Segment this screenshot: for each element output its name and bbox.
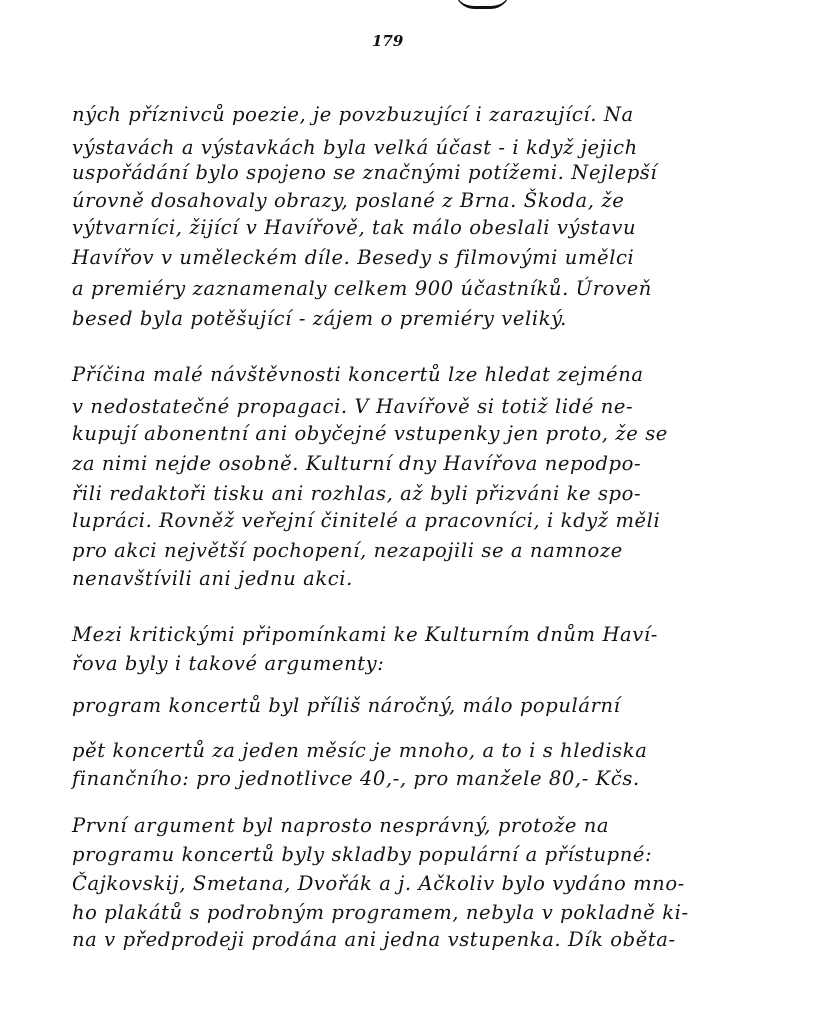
text-line: nenavštívili ani jednu akci. [72, 567, 353, 590]
text-line: a premiéry zaznamenaly celkem 900 účastníků. Úroveň [72, 277, 652, 300]
text-line: kupují abonentní ani obyčejné vstupenky jen proto, že se [72, 422, 668, 445]
scan-mark [455, 0, 510, 9]
text-line: finančního: pro jednotlivce 40,-, pro manžele 80,- Kčs. [72, 767, 640, 790]
text-line: uspořádání bylo spojeno se značnými potížemi. Nejlepší [72, 161, 658, 184]
text-line: První argument byl naprosto nesprávný, protože na [72, 814, 610, 837]
text-line: program koncertů byl příliš náročný, málo populární [72, 694, 621, 717]
text-line: řili redaktoři tisku ani rozhlas, až byli přizváni ke spo- [72, 482, 642, 505]
text-line: ho plakátů s podrobným programem, nebyla v pokladně ki- [72, 901, 689, 924]
text-line: Mezi kritickými připomínkami ke Kulturním dnům Haví- [72, 623, 658, 646]
text-line: pět koncertů za jeden měsíc je mnoho, a to i s hlediska [72, 739, 648, 762]
text-line: řova byly i takové argumenty: [72, 652, 385, 675]
text-line: v nedostatečné propagaci. V Havířově si totiž lidé ne- [72, 395, 634, 418]
text-line: Havířov v uměleckém díle. Besedy s filmovými umělci [72, 246, 635, 269]
text-line: Příčina malé návštěvnosti koncertů lze hledat zejména [72, 363, 644, 386]
text-line: výstavách a výstavkách byla velká účast - i když jejich [72, 136, 638, 159]
text-line: pro akci největší pochopení, nezapojili se a namnoze [72, 539, 623, 562]
text-line: ných příznivců poezie, je povzbuzující i zarazující. Na [72, 103, 634, 126]
page-number: 179 [372, 32, 404, 50]
text-line: na v předprodeji prodána ani jedna vstupenka. Dík oběta- [72, 928, 676, 951]
text-line: za nimi nejde osobně. Kulturní dny Havířova nepodpo- [72, 452, 642, 475]
text-line: úrovně dosahovaly obrazy, poslané z Brna. Škoda, že [72, 189, 625, 212]
text-line: výtvarníci, žijící v Havířově, tak málo obeslali výstavu [72, 216, 637, 239]
text-line: Čajkovskij, Smetana, Dvořák a j. Ačkoliv bylo vydáno mno- [72, 872, 685, 895]
text-line: besed byla potěšující - zájem o premiéry veliký. [72, 307, 567, 330]
text-line: programu koncertů byly skladby populární a přístupné: [72, 843, 653, 866]
text-line: lupráci. Rovněž veřejní činitelé a pracovníci, i když měli [72, 509, 661, 532]
